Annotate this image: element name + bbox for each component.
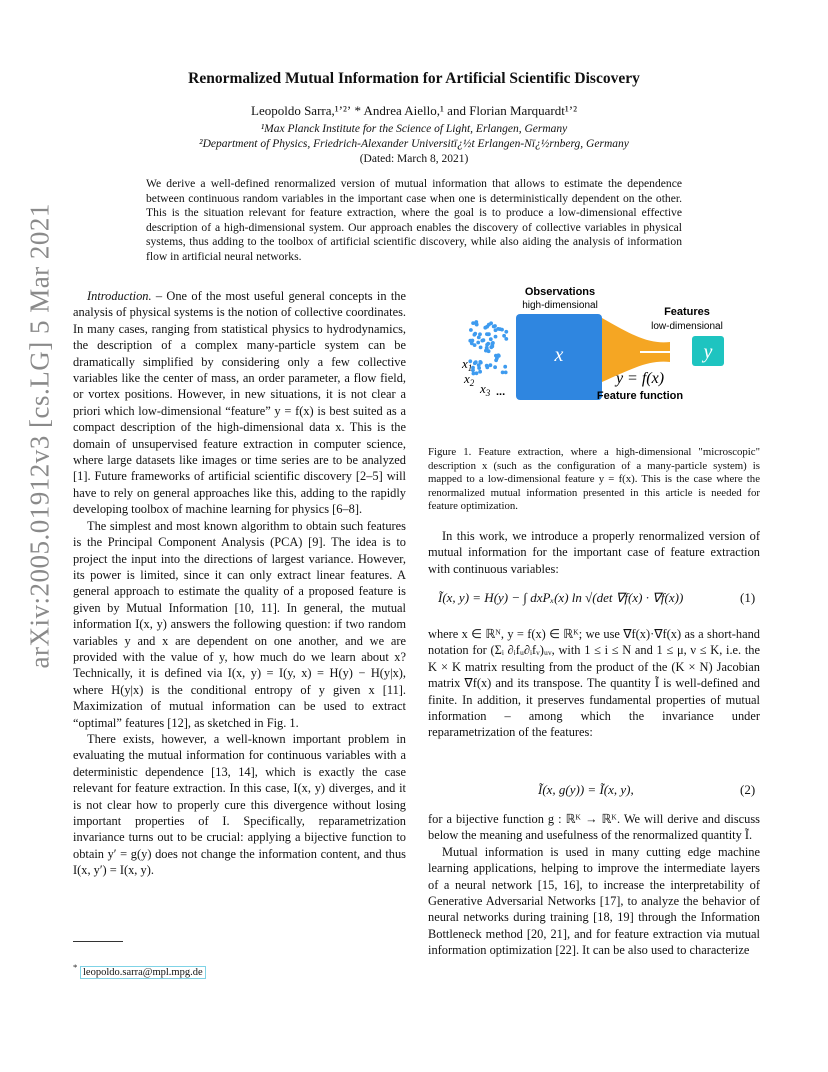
right-column-rest bbox=[428, 811, 760, 959]
data-point bbox=[478, 370, 482, 374]
equation-2-number: (2) bbox=[740, 782, 756, 797]
right-column-intro bbox=[428, 528, 760, 577]
right-column-definitions bbox=[428, 626, 760, 741]
data-point bbox=[469, 328, 473, 332]
y-symbol: y bbox=[703, 341, 713, 363]
left-column bbox=[73, 288, 406, 879]
equation-2: Ĩ(x, g(y)) = Ĩ(x, y), bbox=[538, 782, 634, 797]
data-point bbox=[502, 334, 506, 338]
data-point bbox=[498, 327, 502, 331]
data-point bbox=[501, 371, 505, 375]
data-point bbox=[490, 345, 494, 349]
problem-paragraph: There exists, however, a well-known important problem in evaluating the mutual information for continuous variables with a deterministic dependence [13, 14], which is exactly the case relevant for feature extraction. In this case, I(x, y) diverges, and it is not clear how to properly cure this divergence without losing important properties of I. Specifically, reparametrization invariance turns out to be crucial: applying a bijective function to obtain y′ = g(y) does not change the information content, and thus I(x, y′) = I(x, y). bbox=[73, 731, 406, 878]
affiliation-1: ¹Max Planck Institute for the Science of Light, Erlangen, Germany bbox=[260, 123, 568, 135]
data-point bbox=[489, 337, 493, 341]
applications-paragraph: Mutual information is used in many cutting edge machine learning applications, helping to improve the intermediate layers of a neural network [15, 16], to increase the interpretability of Generative Adversarial Networks [17], to analyze the behavior of neural networks during training [18, 19] through the Information Bottleneck method [20, 21], and for feature extraction via mutual information optimization [22]. It can be also used to characterize bbox=[428, 844, 760, 958]
renormalized-paragraph: In this work, we introduce a properly renormalized version of mutual information for the important case of feature extraction with continuous variables: bbox=[428, 529, 760, 576]
arxiv-identifier: arXiv:2005.01912v3 [cs.LG] 5 Mar 2021 bbox=[24, 203, 55, 669]
observations-label: Observations bbox=[524, 286, 596, 298]
bijective-paragraph: for a bijective function g : ℝᴷ → ℝᴷ. We will derive and discuss below the meaning and usefulness of the renormalized quantity Ĩ. bbox=[428, 812, 760, 843]
paper-title: Renormalized Mutual Information for Artificial Scientific Discovery bbox=[188, 70, 640, 87]
data-point bbox=[477, 363, 481, 367]
data-point bbox=[485, 366, 489, 370]
abstract: We derive a well-defined renormalized version of mutual information that allows to estimate the dependence between continuous random variables in the important case when one is deterministically dependent on the other. This is the situation relevant for feature extraction, where the goal is to produce a low-dimensional effective description of a high-dimensional system. Our approach enables the discovery of collective variables in physical systems, thus adding to the toolbox of artificial scientific discovery, while also aiding the analysis of information flow in artificial neural networks. bbox=[146, 177, 682, 263]
data-point bbox=[504, 337, 508, 341]
dated: (Dated: March 8, 2021) bbox=[359, 153, 469, 165]
high-dimensional-label: high-dimensional bbox=[522, 300, 598, 311]
data-point bbox=[471, 339, 475, 343]
figure-1 bbox=[440, 282, 740, 407]
data-point bbox=[480, 339, 484, 343]
feature-function-label: Feature function bbox=[596, 390, 684, 402]
equation-1-number: (1) bbox=[740, 590, 756, 605]
footnote: * leopoldo.sarra@mpl.mpg.de bbox=[73, 962, 206, 978]
data-point bbox=[504, 330, 508, 334]
data-point bbox=[489, 363, 493, 367]
data-point bbox=[486, 332, 490, 336]
x1-label: $x_1$ bbox=[462, 356, 473, 373]
authors: Leopoldo Sarra,¹ʼ²ʼ * Andrea Aiello,¹ and Florian Marquardt¹ʼ² bbox=[251, 103, 577, 118]
figure-caption: Figure 1. Feature extraction, where a high-dimensional "microscopic" description x (such as the configuration of a many-particle system) is mapped to a low-dimensional feature y = f(x). This is the case where the renormalized mutual information presented in this article is needed for feature optimization. bbox=[428, 446, 760, 512]
data-point bbox=[479, 346, 483, 350]
data-point bbox=[478, 360, 482, 364]
intro-paragraph: – One of the most useful general concepts in the analysis of physical systems is the notion of collective coordinates. In many cases, ranging from statistical physics to hydrodynamics, the description of a complex many-particle system can be dramatically simplified by considering only a few collective variables like the center of mass, an order parameter, a flow field, or vortex positions. However, in new situations, it is not clear a priori which low-dimensional “feature” y = f(x) is best suited as a compact description of the high-dimensional data x. This is the domain of unsupervised feature extraction in computer science, where large datasets like images or time series are to be analyzed [1]. Future frameworks of artificial scientific discovery [2–5] will have to rely on general approaches like this, adding to the rapidly developing toolbox of machine learning for physics [6–8]. bbox=[73, 289, 406, 517]
data-point bbox=[473, 332, 477, 336]
x-symbol: x bbox=[554, 344, 564, 366]
footnote-rule bbox=[73, 941, 123, 942]
data-point bbox=[486, 342, 490, 346]
low-dimensional-label: low-dimensional bbox=[651, 321, 723, 332]
data-point bbox=[503, 365, 507, 369]
pca-paragraph: The simplest and most known algorithm to obtain such features is the Principal Component Analysis (PCA) [9]. The idea is to project the input into the directions of largest variance. However, its power is limited, since it can only extract linear features. A general approach to estimate the quality of a proposed feature is given by Mutual Information [10, 11]. In general, the mutual information I(x, y) answers the following question: if two random variables y and x are dependent on one another, and we are provided with the value of y, how much do we learn about x? Technically, it is defined via I(x, y) = I(y, x) = H(y) − H(y|x), where H(y|x) is the conditional entropy of y given x [11]. Maximization of mutual information can be used to extract “optimal” features [12], as sketched in Fig. 1. bbox=[73, 518, 406, 730]
data-points bbox=[468, 320, 508, 375]
affiliation-2: ²Department of Physics, Friedrich-Alexander Universitï¿½t Erlangen-Nï¿½rnberg, Germany bbox=[199, 138, 629, 150]
data-point bbox=[493, 365, 497, 369]
x2-label: $x_2$ bbox=[464, 371, 475, 388]
data-point bbox=[477, 336, 481, 340]
x3-label: $x_3$ bbox=[480, 381, 491, 398]
intro-heading: Introduction. bbox=[87, 289, 152, 303]
data-point bbox=[483, 326, 487, 330]
data-point bbox=[495, 356, 499, 360]
function-label: y = f(x) bbox=[615, 370, 665, 387]
features-label: Features bbox=[664, 306, 710, 318]
data-point bbox=[476, 341, 480, 345]
data-point bbox=[473, 361, 477, 365]
data-point bbox=[474, 320, 478, 324]
data-point bbox=[487, 323, 491, 327]
email-link[interactable]: leopoldo.sarra@mpl.mpg.de bbox=[80, 966, 206, 979]
definitions-paragraph: where x ∈ ℝᴺ, y = f(x) ∈ ℝᴷ; we use ∇f(x)·∇f(x) as a short-hand notation for (Σᵢ ∂ᵢfᵤ∂ᵢfᵥ)ᵤᵥ, with 1 ≤ i ≤ N and 1 ≤ μ, ν ≤ K, i.e. the K × K matrix resulting from the product of the (K × N) Jacobian matrix ∇f(x) and its transpose. The quantity Ĩ is well-defined and finite. In addition, it preserves fundamental properties of mutual information – among which the invariance under reparametrization of the features: bbox=[428, 627, 760, 740]
data-point bbox=[494, 335, 498, 339]
ellipsis: ... bbox=[496, 386, 506, 398]
equation-1: Ĩ(x, y) = H(y) − ∫ dxPₓ(x) ln √(det ∇f(x) · ∇f(x)) bbox=[438, 590, 684, 605]
data-point bbox=[492, 325, 496, 329]
